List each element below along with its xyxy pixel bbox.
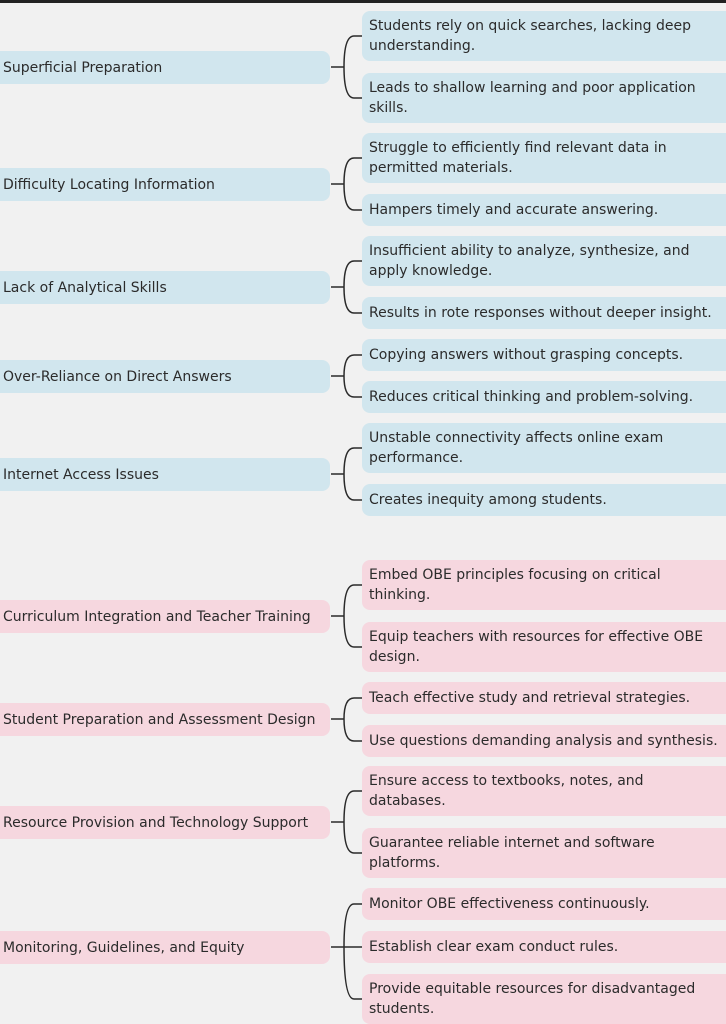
- detail-node[interactable]: [362, 73, 726, 123]
- topic-node-resource-provision[interactable]: [0, 806, 330, 839]
- connector: [331, 585, 362, 647]
- topic-label: Resource Provision and Technology Support: [3, 814, 309, 831]
- detail-node[interactable]: [362, 725, 726, 757]
- detail-node[interactable]: [362, 11, 726, 61]
- detail-text: Leads to shallow learning and poor application skills.: [369, 80, 696, 116]
- detail-node[interactable]: [362, 381, 726, 413]
- topic-label: Student Preparation and Assessment Design: [3, 711, 316, 728]
- detail-text: Students rely on quick searches, lacking deep understanding.: [369, 18, 692, 54]
- detail-text: Monitor OBE effectiveness continuously.: [369, 896, 650, 912]
- topic-label: Superficial Preparation: [3, 59, 163, 76]
- detail-text: Guarantee reliable internet and software platforms.: [369, 835, 655, 871]
- detail-text: Creates inequity among students.: [369, 492, 607, 508]
- topic-node-monitoring-guidelines-equity[interactable]: [0, 931, 330, 964]
- detail-text: Unstable connectivity affects online exam performance.: [369, 430, 664, 466]
- detail-node[interactable]: [362, 236, 726, 286]
- topic-node-internet-access-issues[interactable]: [0, 458, 330, 491]
- connector: [331, 36, 362, 98]
- detail-text: Equip teachers with resources for effective OBE design.: [369, 629, 704, 665]
- detail-node[interactable]: [362, 297, 726, 329]
- topic-node-lack-of-analytical-skills[interactable]: [0, 271, 330, 304]
- detail-text: Hampers timely and accurate answering.: [369, 202, 659, 218]
- detail-text: Provide equitable resources for disadvantaged students.: [369, 981, 696, 1017]
- detail-node[interactable]: [362, 194, 726, 226]
- detail-node[interactable]: [362, 423, 726, 473]
- connector: [331, 261, 362, 313]
- topic-label: Internet Access Issues: [3, 466, 159, 483]
- detail-node[interactable]: [362, 339, 726, 371]
- connector: [331, 791, 362, 853]
- topic-node-student-preparation[interactable]: [0, 703, 330, 736]
- detail-text: Embed OBE principles focusing on critical thinking.: [369, 567, 661, 603]
- detail-text: Copying answers without grasping concepts.: [369, 347, 684, 363]
- detail-text: Establish clear exam conduct rules.: [369, 939, 619, 955]
- connector: [331, 158, 362, 210]
- detail-node[interactable]: [362, 931, 726, 963]
- topic-node-over-reliance-on-direct-answers[interactable]: [0, 360, 330, 393]
- detail-text: Reduces critical thinking and problem-solving.: [369, 389, 694, 405]
- detail-text: Ensure access to textbooks, notes, and databases.: [369, 773, 644, 809]
- connector: [331, 698, 362, 741]
- detail-node[interactable]: [362, 828, 726, 878]
- detail-text: Results in rote responses without deeper insight.: [369, 305, 712, 321]
- topic-node-difficulty-locating-information[interactable]: [0, 168, 330, 201]
- detail-node[interactable]: [362, 484, 726, 516]
- topic-node-curriculum-integration[interactable]: [0, 600, 330, 633]
- topic-label: Lack of Analytical Skills: [3, 279, 167, 296]
- connector: [331, 355, 362, 397]
- detail-text: Insufficient ability to analyze, synthesize, and apply knowledge.: [369, 243, 690, 279]
- detail-node[interactable]: [362, 974, 726, 1024]
- detail-text: Teach effective study and retrieval strategies.: [369, 690, 691, 706]
- detail-node[interactable]: [362, 622, 726, 672]
- detail-text: Use questions demanding analysis and synthesis.: [369, 733, 718, 749]
- topic-label: Monitoring, Guidelines, and Equity: [3, 939, 245, 956]
- detail-node[interactable]: [362, 560, 726, 610]
- detail-text: Struggle to efficiently find relevant data in permitted materials.: [369, 140, 667, 176]
- detail-node[interactable]: [362, 682, 726, 714]
- topic-node-superficial-preparation[interactable]: [0, 51, 330, 84]
- connector: [331, 448, 362, 500]
- connector: [331, 904, 362, 999]
- detail-node[interactable]: [362, 888, 726, 920]
- detail-node[interactable]: [362, 133, 726, 183]
- topic-label: Difficulty Locating Information: [3, 176, 215, 193]
- detail-node[interactable]: [362, 766, 726, 816]
- topic-label: Over-Reliance on Direct Answers: [3, 368, 232, 385]
- topic-label: Curriculum Integration and Teacher Training: [3, 608, 311, 625]
